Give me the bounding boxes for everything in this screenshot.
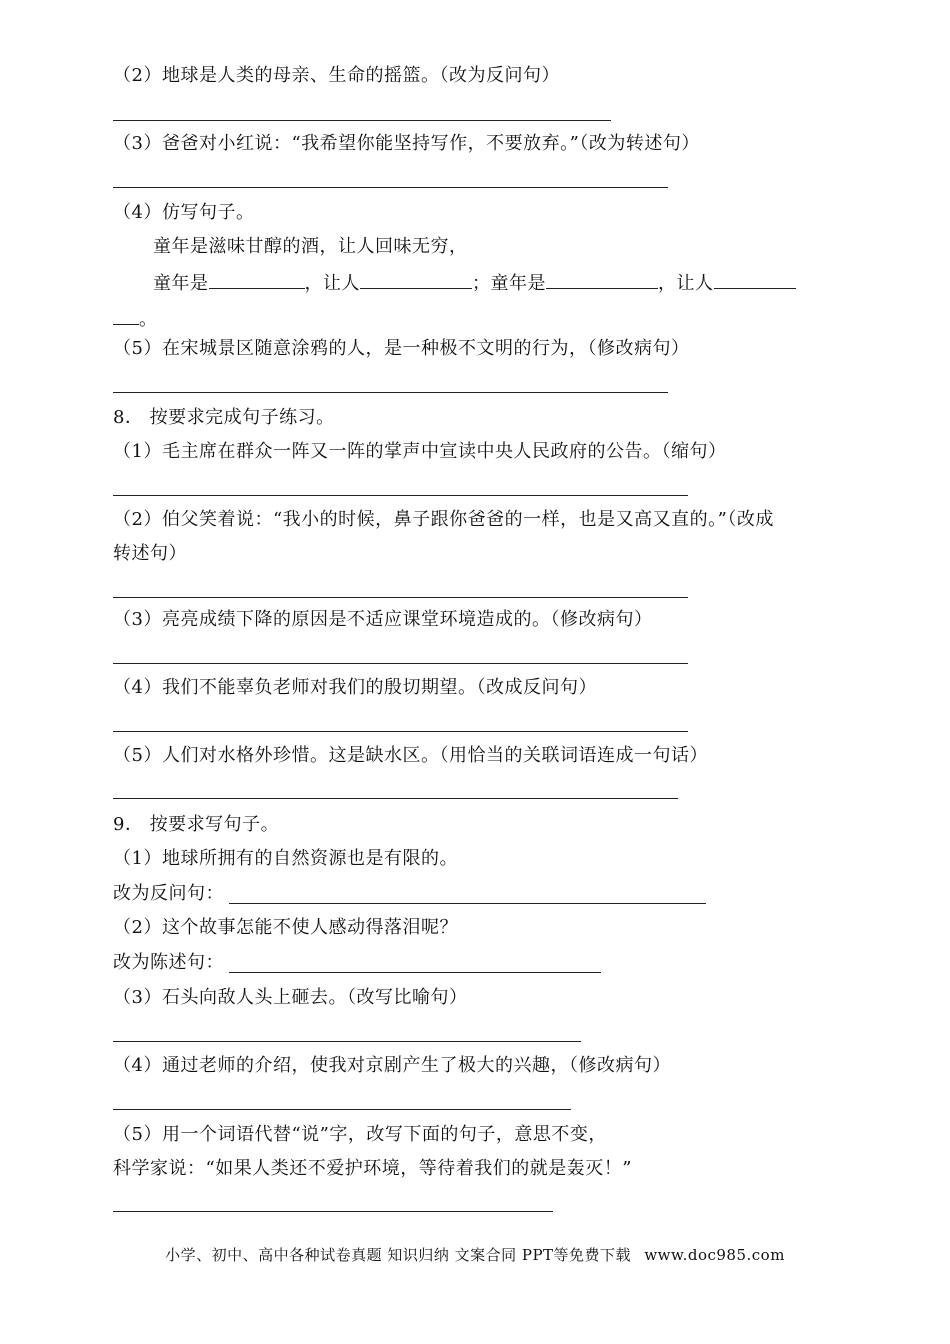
q9-heading: 9． 按要求写句子。 xyxy=(113,814,280,835)
answer-line[interactable] xyxy=(113,392,668,393)
q8-item2-line2: 转述句） xyxy=(113,543,187,564)
q8-item4: （4）我们不能辜负老师对我们的殷切期望。（改成反问句） xyxy=(113,677,597,698)
q9-item1: （1）地球所拥有的自然资源也是有限的。 xyxy=(113,848,458,869)
answer-line[interactable] xyxy=(229,972,601,973)
answer-line[interactable] xyxy=(113,495,688,496)
answer-line[interactable] xyxy=(113,597,688,598)
answer-line[interactable] xyxy=(113,1211,553,1212)
fill-blank[interactable] xyxy=(714,270,796,289)
q9-item2: （2）这个故事怎能不使人感动得落泪呢？ xyxy=(113,917,458,938)
q7-item2: （2）地球是人类的母亲、生命的摇篮。（改为反问句） xyxy=(113,65,560,86)
q7-item5: （5）在宋城景区随意涂鸦的人，是一种极不文明的行为，（修改病句） xyxy=(113,338,690,359)
q9-item5: （5）用一个词语代替“说”字，改写下面的句子，意思不变， xyxy=(113,1124,607,1145)
answer-line[interactable] xyxy=(113,731,688,732)
q7-item4-end: 。 xyxy=(113,306,158,331)
answer-line[interactable] xyxy=(113,798,678,799)
q8-item1: （1）毛主席在群众一阵又一阵的掌声中宣读中央人民政府的公告。（缩句） xyxy=(113,441,727,462)
answer-line[interactable] xyxy=(229,903,706,904)
q8-item3: （3）亮亮成绩下降的原因是不适应课堂环境造成的。（修改病句） xyxy=(113,609,653,630)
answer-line[interactable] xyxy=(113,120,611,121)
fill-blank[interactable] xyxy=(209,270,305,289)
footer-text: 小学、初中、高中各种试卷真题 知识归纳 文案合同 PPT等免费下载 xyxy=(165,1246,632,1264)
q9-item3: （3）石头向敌人头上砸去。（改写比喻句） xyxy=(113,987,468,1008)
fill-blank[interactable] xyxy=(360,270,472,289)
answer-line[interactable] xyxy=(113,1109,571,1110)
q9-item5-sentence: 科学家说：“如果人类还不爱护环境，等待着我们的就是轰灭！” xyxy=(113,1158,632,1179)
q8-heading: 8． 按要求完成句子练习。 xyxy=(113,407,335,428)
footer-url[interactable]: www.doc985.com xyxy=(644,1246,785,1264)
q7-item3: （3）爸爸对小红说：“我希望你能坚持写作，不要放弃。”（改为转述句） xyxy=(113,133,700,154)
q9-item4: （4）通过老师的介绍，使我对京剧产生了极大的兴趣，（修改病句） xyxy=(113,1055,671,1076)
q9-item1-answer: 改为反问句： xyxy=(113,883,224,904)
q9-item2-answer: 改为陈述句： xyxy=(113,952,224,973)
q7-item4-frame: 童年是 ，让人 ；童年是 ，让人 xyxy=(153,270,796,295)
fill-blank[interactable] xyxy=(546,270,658,289)
page-footer xyxy=(0,1244,950,1265)
answer-line[interactable] xyxy=(113,663,688,664)
answer-line[interactable] xyxy=(113,1041,581,1042)
q7-item4-title: （4）仿写句子。 xyxy=(113,202,255,223)
q7-item4-example: 童年是滋味甘醇的酒，让人回味无穷， xyxy=(153,236,468,257)
q8-item5: （5）人们对水格外珍惜。这是缺水区。（用恰当的关联词语连成一句话） xyxy=(113,745,708,766)
q8-item2-line1: （2）伯父笑着说：“我小的时候，鼻子跟你爸爸的一样，也是又高又直的。”（改成 xyxy=(113,509,774,530)
fill-blank[interactable] xyxy=(113,306,139,325)
answer-line[interactable] xyxy=(113,187,668,188)
